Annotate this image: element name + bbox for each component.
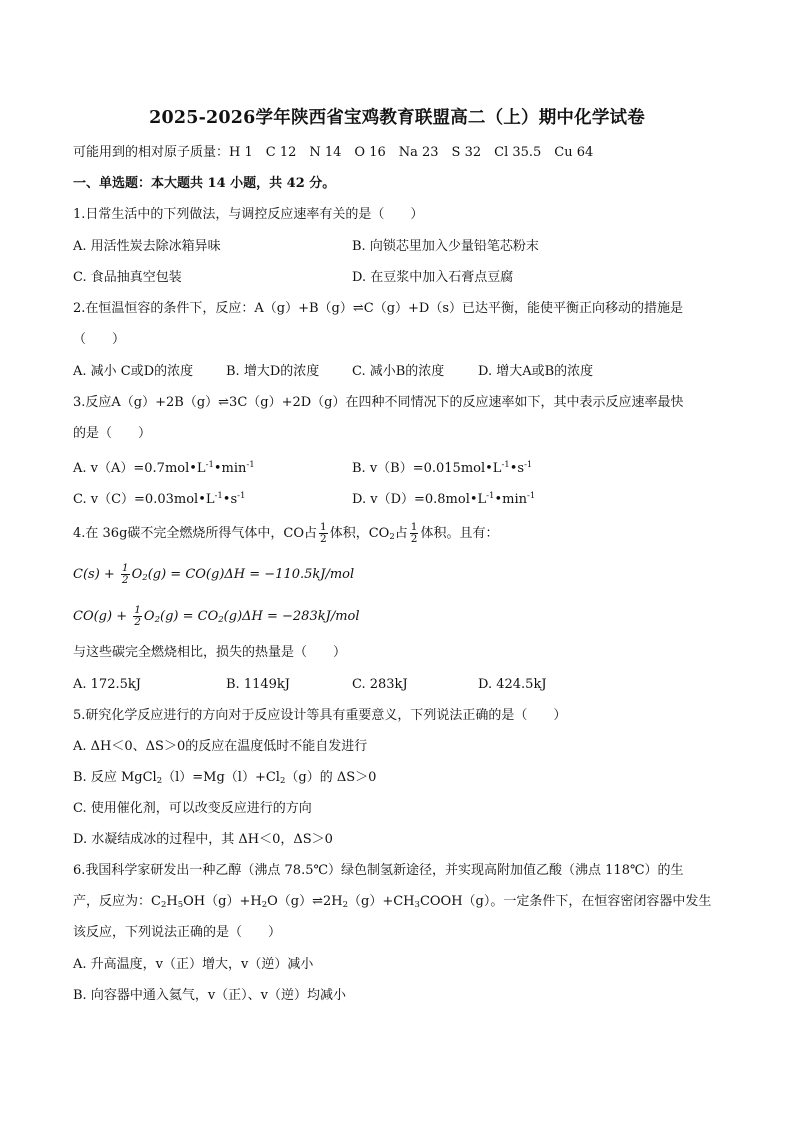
- q2-stem-line2: （ ）: [73, 332, 126, 347]
- q4-question: 与这些碳完全燃烧相比，损失的热量是（ ）: [73, 645, 347, 660]
- q1-option-b: B. 向锁芯里加入少量铅笔芯粉末: [352, 239, 539, 254]
- q5-option-c: C. 使用催化剂，可以改变反应进行的方向: [73, 801, 312, 816]
- section-heading: 一、单选题：本大题共 14 小题，共 42 分。: [73, 176, 336, 191]
- q6-option-b: B. 向容器中通入氦气，v（正）、v（逆）均减小: [73, 988, 347, 1003]
- q1-option-a: A. 用活性炭去除冰箱异味: [73, 239, 221, 254]
- fraction-half: $\frac{1}{2}$: [320, 521, 327, 545]
- q3-stem-line2: 的是（ ）: [73, 426, 152, 441]
- q5-option-a: A. ΔH＜0、ΔS＞0的反应在温度低时不能自发进行: [73, 739, 368, 754]
- q1-stem: 1.日常生活中的下列做法，与调控反应速率有关的是（ ）: [73, 207, 424, 222]
- q4-option-a: A. 172.5kJ: [73, 677, 141, 692]
- fraction-half: $\frac{1}{2}$: [134, 604, 141, 628]
- q6-stem-line1: 6.我国科学家研发出一种乙醇（沸点 78.5℃）绿色制氢新途径，并实现高附加值乙酸（沸点 118℃）的生: [73, 863, 684, 878]
- q2-option-d: D. 增大A或B的浓度: [478, 364, 594, 379]
- q2-option-a: A. 减小 C或D的浓度: [73, 364, 194, 379]
- q6-option-a: A. 升高温度，v（正）增大，v（逆）减小: [73, 957, 314, 972]
- q5-stem: 5.研究化学反应进行的方向对于反应设计等具有重要意义，下列说法正确的是（ ）: [73, 708, 567, 723]
- q4-option-d: D. 424.5kJ: [478, 677, 547, 692]
- q2-option-b: B. 增大D的浓度: [226, 364, 320, 379]
- fraction-half: $\frac{1}{2}$: [121, 562, 129, 586]
- q3-stem-line1: 3.反应A（g）+2B（g）⇌3C（g）+2D（g）在四种不同情况下的反应速率如下，其中表示反应速率最快: [73, 395, 684, 410]
- q3-option-c: C. $v(C)=0.03mol•L^{-1}•s^{-1}$: [73, 491, 246, 507]
- q4-stem: 4.在 36g碳不完全燃烧所得气体中，CO占 $\frac{1}{2}$ 体积，$CO_2$占 $\frac{1}{2}$ 体积。且有：: [73, 521, 499, 545]
- exam-title: 2025-2026学年陕西省宝鸡教育联盟高二（上）期中化学试卷: [149, 108, 645, 128]
- q4-option-b: B. 1149kJ: [226, 677, 290, 692]
- q1-option-d: D. 在豆浆中加入石膏点豆腐: [352, 270, 514, 285]
- atomic-masses: 可能用到的相对原子质量：H 1 C 12 N 14 O 16 Na 23 S 32 Cl 35.5 Cu 64: [73, 145, 594, 160]
- q4-equation-1: C(s) + $\frac{1}{2}$ $O_2(g) = CO(g)\Delta H = -110.5kJ/mol$: [73, 562, 355, 586]
- q3-option-b: B. $v(B)=0.015mol•L^{-1}•s^{-1}$: [352, 460, 533, 476]
- fraction-half: $\frac{1}{2}$: [410, 521, 418, 545]
- q4-option-c: C. 283kJ: [352, 677, 408, 692]
- q3-option-a: A. $v(A)=0.7mol•L^{-1}•\min^{-1}$: [73, 460, 255, 476]
- q2-stem-line1: 2.在恒温恒容的条件下，反应：A（g）+B（g）⇌C（g）+D（s）已达平衡，能使平衡正向移动的措施是: [73, 301, 684, 316]
- q5-option-b: B. 反应 $MgCl_2(l)=Mg(l)+Cl_2(g)$的 ΔS＞0: [73, 770, 377, 786]
- q6-stem-line2: 产，反应为：$C_2H_5OH(g)+H_2O(g)\rightleftharpoons 2H_2(g)+CH_3COOH(g)$。一定条件下，在恒容密闭容器中发生: [73, 894, 712, 910]
- q2-option-c: C. 减小B的浓度: [352, 364, 445, 379]
- q4-equation-2: CO(g) + $\frac{1}{2}$ $O_2(g) = CO_2(g)\Delta H = -283kJ/mol$: [73, 604, 360, 628]
- q6-stem-line3: 该反应，下列说法正确的是（ ）: [73, 925, 282, 940]
- q1-option-c: C. 食品抽真空包装: [73, 270, 182, 285]
- q5-option-d: D. 水凝结成冰的过程中，其 ΔH＜0，ΔS＞0: [73, 832, 333, 847]
- q3-option-d: D. $v(D)=0.8mol•L^{-1}•\min^{-1}$: [352, 491, 536, 507]
